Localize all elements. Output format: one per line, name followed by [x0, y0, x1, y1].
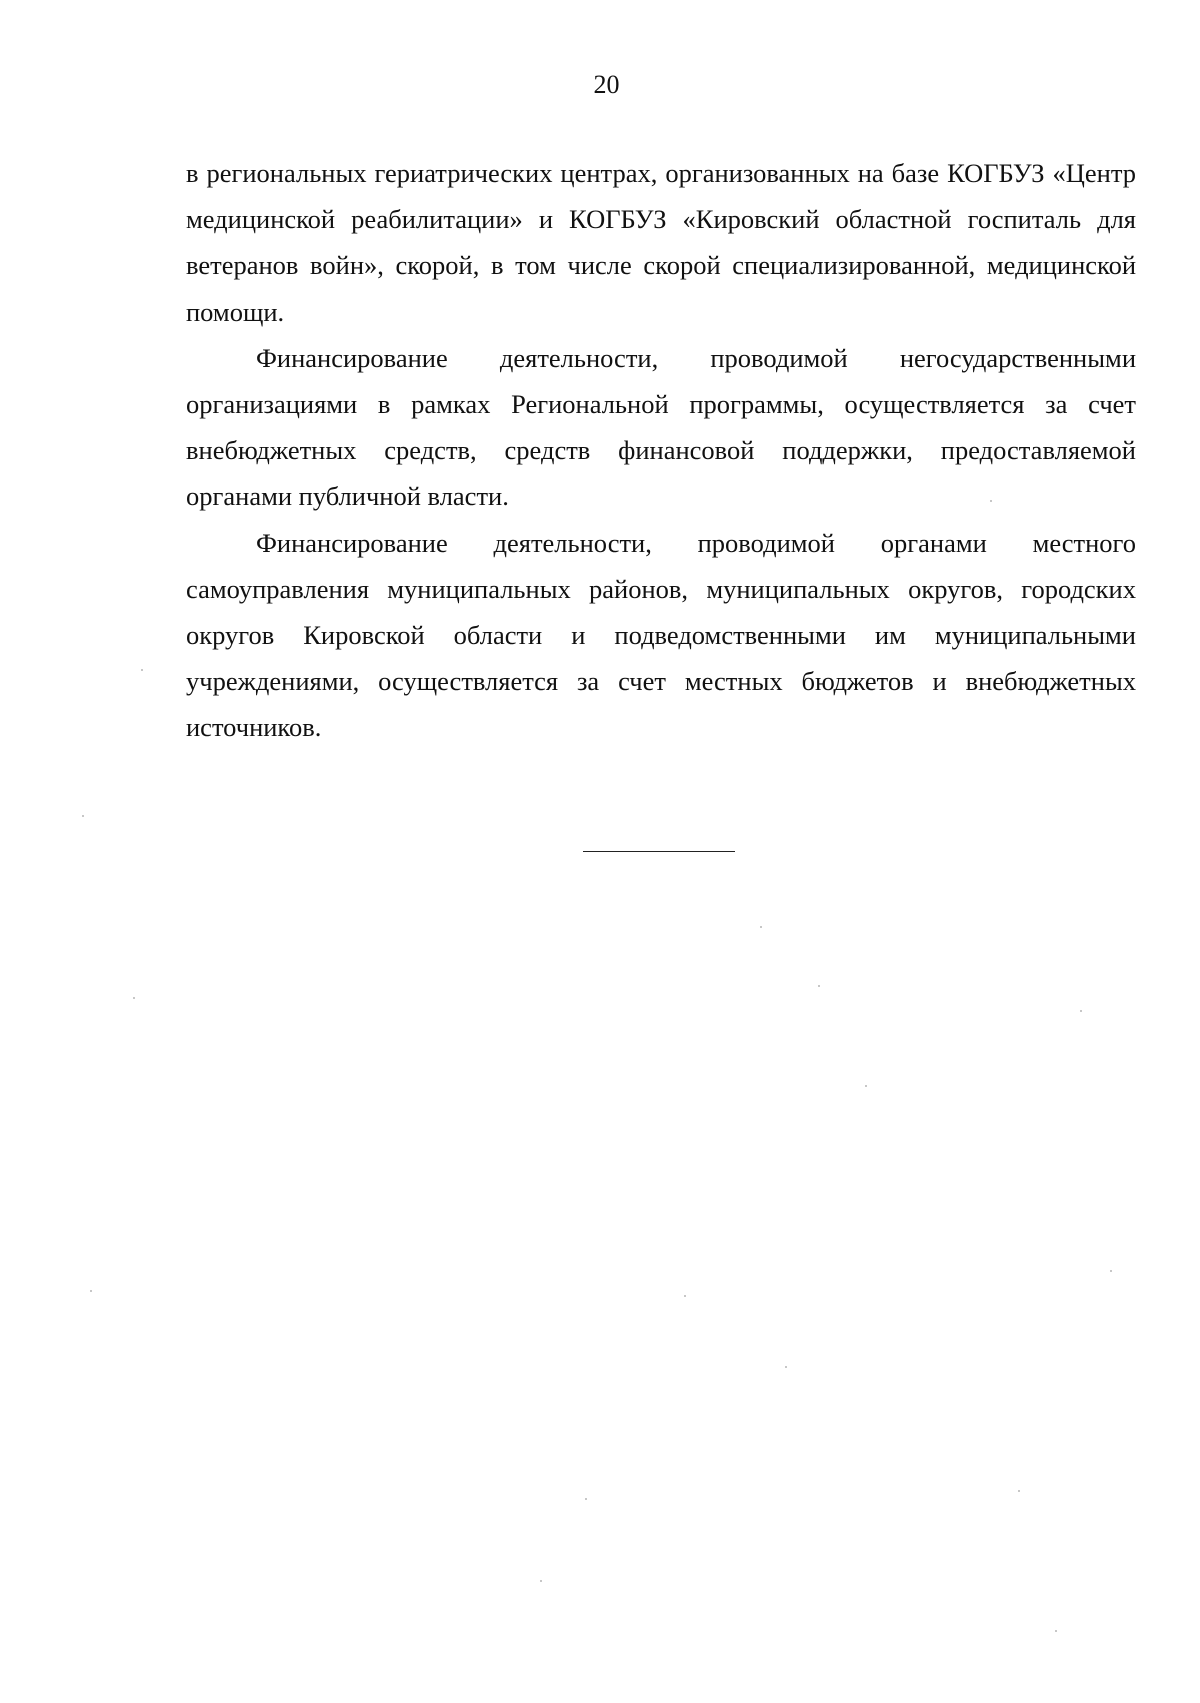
paragraph-continued: в региональных гериатрических центрах, организованных на базе КОГБУЗ «Центр медицинской реабилитации» и КОГБУЗ «Кировский областной госпиталь для ветеранов войн», скорой, в том числе скорой специализированной, медицинской помощи.: [186, 158, 1136, 327]
end-of-text-rule: [583, 851, 735, 852]
scan-speck: [785, 1366, 787, 1368]
scan-speck: [1080, 1010, 1082, 1012]
scan-speck: [1110, 1270, 1112, 1272]
scan-speck: [760, 926, 762, 928]
scan-speck: [540, 1580, 542, 1582]
paragraph-local-government-financing: Финансирование деятельности, проводимой органами местного самоуправления муниципальных районов, муниципальных округов, городских округов Кировской области и подведомственными им муниципальными учреждениями, осуществляется за счет местных бюджетов и внебюджетных источников.: [186, 527, 1136, 743]
document-body: [186, 150, 1136, 751]
paragraph-ngo-financing: Финансирование деятельности, проводимой негосударственными организациями в рамках Региональной программы, осуществляется за счет внебюджетных средств, средств финансовой поддержки, предоставляемой органами публичной власти.: [186, 342, 1136, 512]
scan-speck: [865, 1085, 867, 1087]
scan-speck: [82, 815, 84, 817]
scan-speck: [1018, 1490, 1020, 1492]
scan-speck: [1055, 1630, 1057, 1632]
scan-speck: [133, 997, 135, 999]
scan-speck: [585, 1498, 587, 1500]
scan-speck: [990, 500, 992, 502]
page-number: 20: [593, 70, 620, 99]
scan-speck: [684, 1295, 686, 1297]
scan-speck: [818, 985, 820, 987]
scan-speck: [141, 669, 143, 671]
scan-speck: [90, 1290, 92, 1292]
